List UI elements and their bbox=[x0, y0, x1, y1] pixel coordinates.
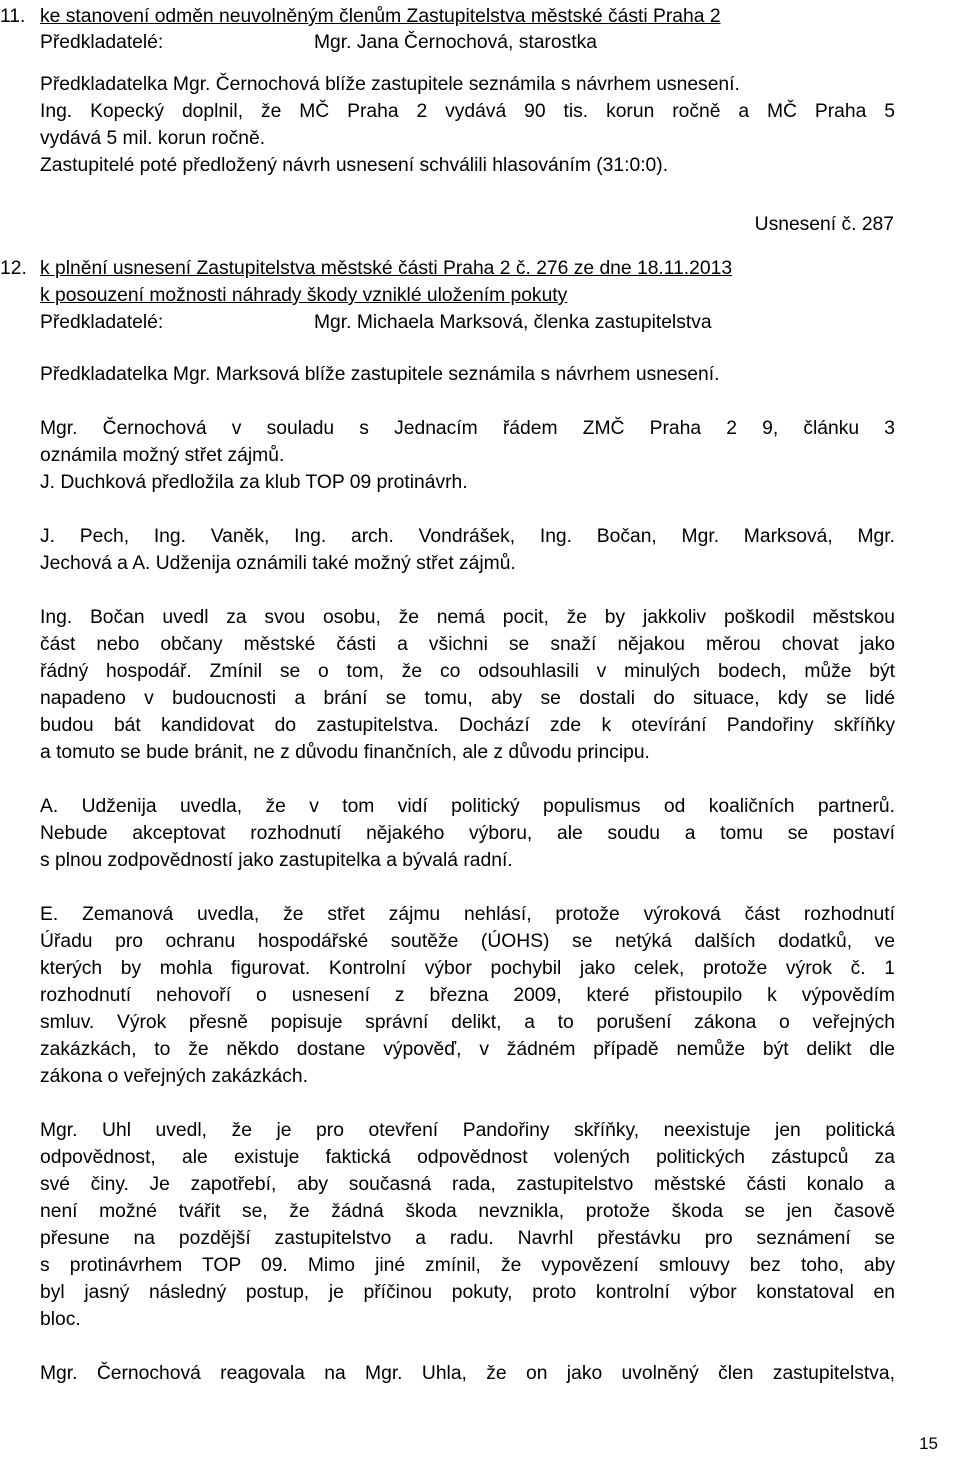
item-11-para-line-2: Ing. Kopecký doplnil, že MČ Praha 2 vydává 90 tis. korun ročně a MČ Praha 5 bbox=[40, 101, 895, 122]
paragraph-line: zákona o veřejných zakázkách. bbox=[40, 1066, 308, 1087]
paragraph-line: a tomuto se bude bránit, ne z důvodu finančních, ale z důvodu principu. bbox=[40, 742, 650, 763]
item-11-title: ke stanovení odměn neuvolněným členům Zastupitelstva městské části Praha 2 bbox=[40, 6, 721, 27]
paragraph-line: J. Pech, Ing. Vaněk, Ing. arch. Vondrášek, Ing. Bočan, Mgr. Marksová, Mgr. bbox=[40, 526, 895, 547]
item-12-title-line-2: k posouzení možnosti náhrady škody vzniklé uložením pokuty bbox=[40, 285, 568, 306]
paragraph-line: Mgr. Černochová reagovala na Mgr. Uhla, že on jako uvolněný člen zastupitelstva, bbox=[40, 1363, 895, 1384]
item-11-para-line-1: Předkladatelka Mgr. Černochová blíže zastupitele seznámila s návrhem usnesení. bbox=[40, 74, 740, 95]
paragraph-line: zakázkách, to že někdo dostane výpověď, v žádném případě nemůže být delikt dle bbox=[40, 1039, 895, 1060]
page-number: 15 bbox=[919, 1434, 938, 1453]
paragraph-line: Mgr. Černochová v souladu s Jednacím řádem ZMČ Praha 2 9, článku 3 bbox=[40, 418, 895, 439]
paragraph-line: Úřadu pro ochranu hospodářské soutěže (ÚOHS) se netýká dalších dodatků, ve bbox=[40, 931, 895, 952]
item-11-number: 11. bbox=[0, 6, 26, 27]
paragraph-line: J. Duchková předložila za klub TOP 09 protinávrh. bbox=[40, 472, 468, 493]
paragraph-line: část nebo občany městské části a všichni se snaží nějakou měrou chovat jako bbox=[40, 634, 895, 655]
paragraph-line: rozhodnutí nehovoří o usnesení z března 2009, které přistoupilo k výpovědím bbox=[40, 985, 895, 1006]
paragraph-line: Jechová a A. Udženija oznámili také možný střet zájmů. bbox=[40, 553, 516, 574]
paragraph-line: napadeno v budoucnosti a brání se tomu, aby se dostali do situace, kdy se lidé bbox=[40, 688, 895, 709]
paragraph-line: kterých by mohla figurovat. Kontrolní výbor pochybil jako celek, protože výrok č. 1 bbox=[40, 958, 895, 979]
item-11-resolution: Usnesení č. 287 bbox=[754, 214, 894, 235]
item-11-para-line-4: Zastupitelé poté předložený návrh usnesení schválili hlasováním (31:0:0). bbox=[40, 155, 669, 176]
paragraph-line: bloc. bbox=[40, 1309, 81, 1330]
paragraph-line: své činy. Je zapotřebí, aby současná rada, zastupitelstvo městské části konalo a bbox=[40, 1174, 895, 1195]
paragraph-line: byl jasný následný postup, je příčinou pokuty, proto kontrolní výbor konstatoval en bbox=[40, 1282, 895, 1303]
paragraph-line: Ing. Bočan uvedl za svou osobu, že nemá pocit, že by jakkoliv poškodil městskou bbox=[40, 607, 895, 628]
paragraph-line: není možné tvářit se, že žádná škoda nevznikla, protože škoda se jen časově bbox=[40, 1201, 895, 1222]
item-11-submitter-row bbox=[40, 30, 895, 56]
paragraph-line: oznámila možný střet zájmů. bbox=[40, 445, 285, 466]
paragraph-line: přesune na pozdější zastupitelstvo a radu. Navrhl přestávku pro seznámení se bbox=[40, 1228, 895, 1249]
paragraph-line: s plnou zodpovědností jako zastupitelka a bývalá radní. bbox=[40, 850, 513, 871]
paragraph-line: E. Zemanová uvedla, že střet zájmu nehlásí, protože výroková část rozhodnutí bbox=[40, 904, 895, 925]
paragraph-line: Nebude akceptovat rozhodnutí nějakého výboru, ale soudu a tomu se postaví bbox=[40, 823, 895, 844]
item-11-submitters-label: Předkladatelé: bbox=[40, 32, 164, 53]
paragraph-line: s protinávrhem TOP 09. Mimo jiné zmínil, že vypovězení smlouvy bez toho, aby bbox=[40, 1255, 895, 1276]
paragraph-line: budou bát kandidovat do zastupitelstva. Dochází zde k otevírání Pandořiny skříňky bbox=[40, 715, 895, 736]
paragraph-line: řádný hospodář. Zmínil se o tom, že co odsouhlasili v minulých bodech, může být bbox=[40, 661, 895, 682]
paragraph-line: A. Udženija uvedla, že v tom vidí politický populismus od koaličních partnerů. bbox=[40, 796, 895, 817]
paragraph-line: Mgr. Uhl uvedl, že je pro otevření Pandořiny skříňky, neexistuje jen politická bbox=[40, 1120, 895, 1141]
item-11-submitter: Mgr. Jana Černochová, starostka bbox=[314, 32, 597, 53]
item-11-para-line-3: vydává 5 mil. korun ročně. bbox=[40, 128, 266, 149]
item-12-submitters-label: Předkladatelé: bbox=[40, 312, 164, 333]
item-12-title-line-1: k plnění usnesení Zastupitelstva městské části Praha 2 č. 276 ze dne 18.11.2013 bbox=[40, 258, 733, 279]
paragraph-line: smluv. Výrok přesně popisuje správní delikt, a to porušení zákona o veřejných bbox=[40, 1012, 895, 1033]
item-12-number: 12. bbox=[0, 258, 27, 279]
paragraph-line: Předkladatelka Mgr. Marksová blíže zastupitele seznámila s návrhem usnesení. bbox=[40, 364, 720, 385]
paragraph-line: odpovědnost, ale existuje faktická odpovědnost volených politických zástupců za bbox=[40, 1147, 895, 1168]
item-12-submitter-row bbox=[40, 310, 895, 336]
item-12-submitter: Mgr. Michaela Marksová, členka zastupitelstva bbox=[314, 312, 712, 333]
